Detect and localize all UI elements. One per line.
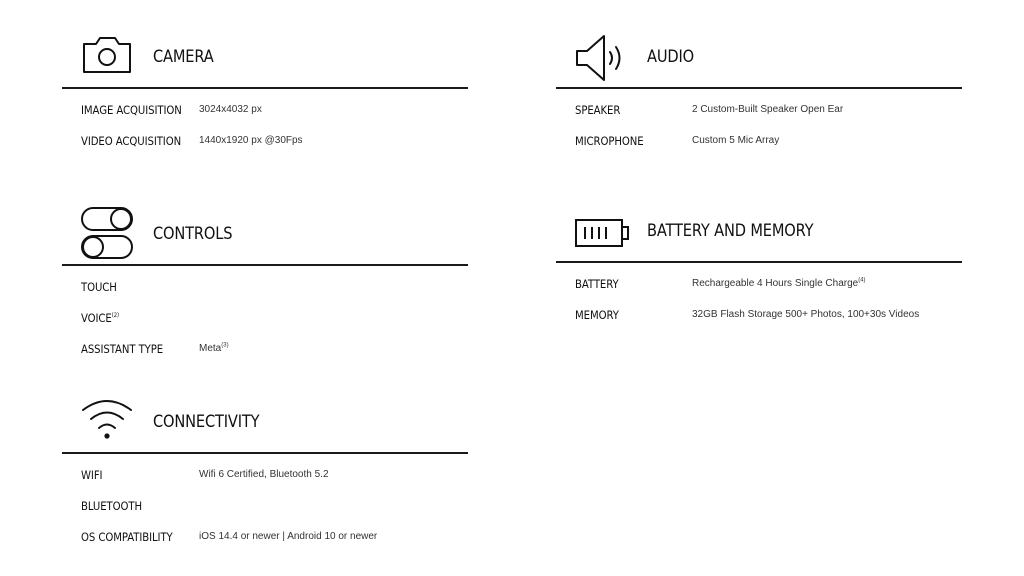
- spec-label: OS COMPATIBILITY: [81, 530, 173, 544]
- spec-row-voice: [62, 311, 468, 342]
- toggle-switches-icon: [81, 206, 135, 260]
- speaker-icon: [575, 34, 627, 82]
- controls-title: CONTROLS: [153, 224, 233, 244]
- battery-header: [556, 204, 962, 263]
- connectivity-title: CONNECTIVITY: [153, 412, 260, 432]
- spec-row-microphone: [556, 134, 962, 165]
- camera-section: [62, 30, 468, 165]
- spec-value: iOS 14.4 or newer | Android 10 or newer: [199, 531, 378, 542]
- spec-row-touch: [62, 280, 468, 311]
- spec-row-video-acquisition: [62, 134, 468, 165]
- spec-row-memory: [556, 308, 962, 339]
- spec-value: Wifi 6 Certified, Bluetooth 5.2: [199, 469, 329, 480]
- spec-label: BLUETOOTH: [81, 499, 142, 513]
- spec-value-text: Meta: [199, 343, 222, 354]
- spec-label-text: VOICE: [81, 311, 112, 325]
- spec-row-os-compatibility: [62, 530, 468, 561]
- spec-row-speaker: [556, 103, 962, 134]
- camera-header: [62, 30, 468, 89]
- spec-value: [199, 343, 229, 354]
- spec-label: TOUCH: [81, 280, 117, 294]
- spec-label: VIDEO ACQUISITION: [81, 134, 182, 148]
- battery-title: BATTERY AND MEMORY: [647, 221, 814, 241]
- spec-value: Custom 5 Mic Array: [692, 135, 780, 146]
- spec-row-wifi: [62, 468, 468, 499]
- controls-header: [62, 204, 468, 266]
- spec-label: IMAGE ACQUISITION: [81, 103, 182, 117]
- battery-section: [556, 204, 962, 339]
- connectivity-header: [62, 392, 468, 454]
- camera-icon: [81, 36, 133, 74]
- camera-title: CAMERA: [153, 47, 214, 67]
- footnote-marker: (2): [111, 312, 119, 320]
- spec-value-text: Rechargeable 4 Hours Single Charge: [692, 278, 859, 289]
- spec-value: 1440x1920 px @30Fps: [199, 135, 303, 146]
- spec-value: 3024x4032 px: [199, 104, 262, 115]
- spec-label: BATTERY: [575, 277, 619, 291]
- spec-label: ASSISTANT TYPE: [81, 342, 164, 356]
- spec-label: SPEAKER: [575, 103, 621, 117]
- spec-row-image-acquisition: [62, 103, 468, 134]
- spec-label: [81, 311, 119, 325]
- audio-title: AUDIO: [647, 47, 694, 67]
- wifi-icon: [81, 398, 133, 440]
- spec-row-battery: [556, 277, 962, 308]
- spec-label: MICROPHONE: [575, 134, 644, 148]
- footnote-marker: (3): [221, 342, 229, 349]
- spec-row-assistant-type: [62, 342, 468, 373]
- controls-section: [62, 204, 468, 373]
- battery-icon: [575, 218, 631, 248]
- spec-value: [692, 278, 866, 289]
- spec-label: WIFI: [81, 468, 103, 482]
- spec-value: 32GB Flash Storage 500+ Photos, 100+30s Videos: [692, 309, 920, 320]
- audio-section: [556, 30, 962, 165]
- spec-row-bluetooth: [62, 499, 468, 530]
- spec-label: MEMORY: [575, 308, 619, 322]
- footnote-marker: (4): [858, 277, 866, 284]
- spec-value: 2 Custom-Built Speaker Open Ear: [692, 104, 844, 115]
- connectivity-section: [62, 392, 468, 561]
- audio-header: [556, 30, 962, 89]
